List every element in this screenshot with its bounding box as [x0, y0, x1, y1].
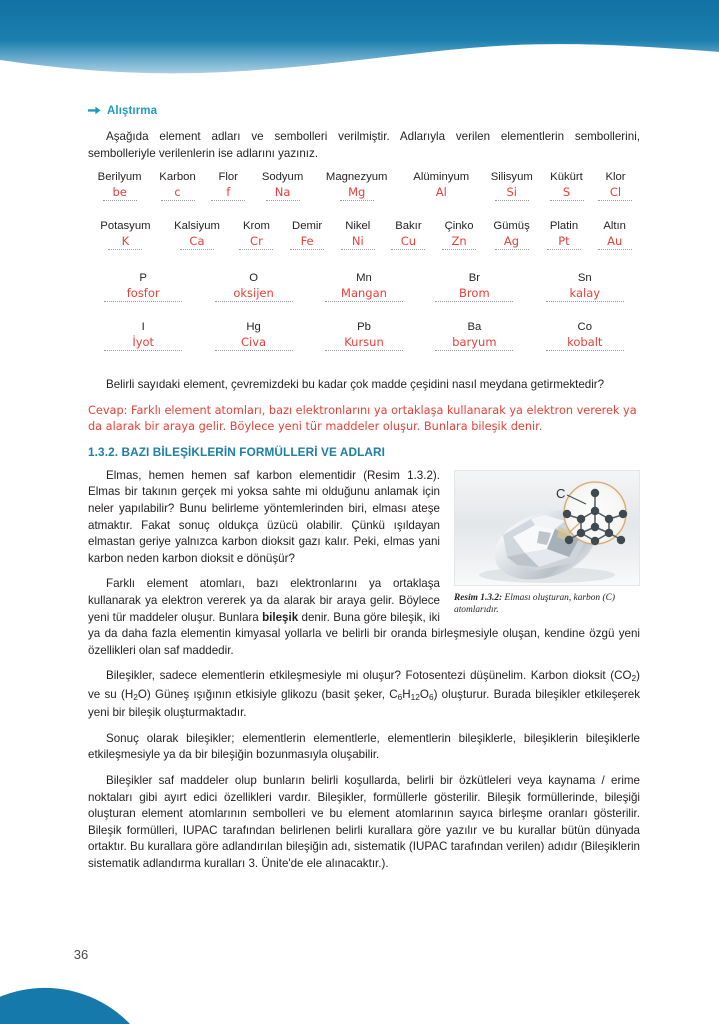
table-row [88, 333, 640, 351]
exercise-heading [88, 102, 640, 120]
element-name: Magnezyum [325, 171, 388, 184]
table-row [88, 209, 640, 232]
discussion-answer: Cevap: Farklı element atomları, bazı elektronlarını ya ortaklaşa kullanarak ya elektron vererek ya da alarak bir araya gelir. Böylece yeni tür maddeler oluşur. Bunlara bileşik denir. [88, 403, 637, 433]
exercise-label: Alıştırma [107, 105, 158, 117]
answer-blank[interactable]: f [211, 185, 245, 201]
p3-sub-5: 6 [428, 691, 434, 702]
table-row [88, 183, 640, 201]
element-name: Çinko [444, 220, 474, 233]
answer-blank[interactable]: Na [266, 185, 300, 201]
paragraph-formulas: Bileşikler saf maddeler olup bunların belirli koşullarda, belirli bir özkütleleri veya kaynama / erime noktaları gibi ayırt edici özellikleri vardır. Bileşikler, formüllerle gösterilir. Bileşik formüllerinde, bileşiği oluşturan element atomlarının sembolleri ve bu element atomlarının sayıca birleşme oranları gösterilir. Bileşik formülleri, IUPAC tarafından belirlenen belirli kurallara göre yazılır ve bu kurallar bütün dünyada ortaktır. Bu kurallara göre adlandırılan bileşiğin adı, sistematik (IUPAC tarafından verilen) adıdır (Bileşiklerin sistematik adlandırma kuralları 3. Ünite'de ele alınacaktır.). [88, 773, 640, 870]
element-name: Sodyum [261, 171, 304, 184]
answer-blank[interactable]: Cu [391, 234, 425, 250]
exercise-table-symbols-row2 [88, 310, 640, 351]
figure-caption-number: Resim 1.3.2: [454, 592, 503, 603]
answer-blank[interactable]: Mangan [325, 286, 403, 302]
element-name: Nikel [345, 220, 371, 233]
page-number: 36 [66, 939, 96, 969]
element-name: Kalsiyum [174, 220, 220, 233]
p3-part-b: ) ve su (H [88, 669, 640, 701]
discussion-question: Belirli sayıdaki element, çevremizdeki bu kadar çok madde çeşidini nasıl meydana getirmektedir? [106, 378, 605, 392]
p3-sub-1: 2 [631, 673, 637, 684]
element-symbol: Pb [357, 321, 371, 334]
paragraph-diamond: Elmas, hemen hemen saf karbon elementidir (Resim 1.3.2). Elmas bir takının gerçek mi yoksa sahte mi olduğunu anlamak için neler yapılabilir? Bunu belirleme yöntemlerinden biri, elması ateşe atmaktır. Fakat sonuç oldukça üzücü olabilir. Çünkü ışıldayan elmastan geriye yalnızca karbon dioksit gazı kalır. Peki, elmas yani karbon neden karbon dioksit e dönüşür? [88, 468, 440, 565]
diamond-carbon-lattice-image [454, 470, 640, 586]
element-name: Berilyum [97, 171, 142, 184]
p3-sub-4: 12 [410, 691, 420, 702]
table-row [88, 284, 640, 302]
answer-blank[interactable]: S [550, 185, 584, 201]
p3-part-a: Bileşikler, sadece elementlerin etkileşmesiyle mi oluşur? Fotosentezi düşünelim. Karbon dioksit (CO [106, 669, 632, 683]
answer-blank[interactable]: Si [495, 185, 529, 201]
answer-blank[interactable]: Zn [442, 234, 476, 250]
element-symbol: Hg [246, 321, 261, 334]
element-symbol: I [141, 321, 145, 334]
page-footer-decoration [0, 928, 190, 1024]
table-row [88, 171, 640, 183]
table-row [88, 310, 640, 333]
answer-blank[interactable]: Ag [495, 234, 529, 250]
element-symbol: Co [577, 321, 592, 334]
arrow-right-icon [88, 102, 101, 120]
element-name: Karbon [159, 171, 196, 184]
exercise-table-symbols-row1 [88, 258, 640, 302]
answer-blank[interactable]: İyot [104, 335, 182, 351]
p3-part-d: H [402, 687, 411, 701]
paragraph-photosynthesis [88, 668, 640, 721]
section-heading: 1.3.2. BAZI BİLEŞİKLERİN FORMÜLLERİ VE ADLARI [88, 444, 386, 459]
exercise-table-names-row2 [88, 209, 640, 250]
answer-blank[interactable]: Brom [435, 286, 513, 302]
answer-blank[interactable]: K [108, 234, 142, 250]
answer-blank[interactable]: Al [435, 185, 447, 200]
paragraph-formation: Sonuç olarak bileşikler; elementlerin elementlerle, elementlerin bileşiklerle, bileşiklerin bileşiklerle etkileşmesiyle ya da bir bileşiğin bozunmasıyla oluşabilir. [88, 731, 640, 762]
answer-blank[interactable]: c [161, 185, 195, 201]
page-header-decoration [0, 0, 719, 96]
element-name: Potasyum [100, 220, 151, 233]
table-row [88, 232, 640, 250]
answer-blank[interactable]: Pt [547, 234, 581, 250]
answer-blank[interactable]: Ni [341, 234, 375, 250]
answer-blank[interactable]: Au [598, 234, 632, 250]
answer-blank[interactable]: Fe [290, 234, 324, 250]
element-name: Demir [292, 220, 323, 233]
answer-blank[interactable]: Ca [180, 234, 214, 250]
element-name: Altın [603, 220, 626, 233]
element-name: Flor [218, 171, 238, 184]
p3-part-e: O [419, 687, 429, 701]
answer-blank[interactable]: baryum [435, 335, 513, 351]
answer-blank[interactable]: Kursun [325, 335, 403, 351]
element-symbol: Sn [577, 272, 592, 285]
callout-label-c: C [556, 485, 566, 501]
element-symbol: P [139, 272, 147, 285]
element-name: Bakır [395, 220, 422, 233]
element-symbol: Mn [356, 272, 372, 285]
p2-part-b: denir. Buna göre bileşik, iki ya da daha fazla elementin kimyasal yollarla ve belirli bir oranda birleşmesiyle oluşan, kendine özgü yeni özellikleri olan saf maddedir. [88, 610, 640, 657]
answer-blank[interactable]: fosfor [104, 286, 182, 302]
element-name: Alüminyum [413, 171, 470, 184]
figure-resim-1-3-2 [454, 470, 640, 617]
answer-blank[interactable]: oksijen [215, 286, 293, 302]
answer-blank[interactable]: Mg [340, 185, 374, 201]
p2-part-a: Farklı element atomları, bazı elektronlarını ya ortaklaşa kullanarak ya elektron vererek ya da alarak bir araya gelir. Böylece yeni tür maddeler oluşur. Bunlara [88, 577, 440, 624]
answer-blank[interactable]: Cr [239, 234, 273, 250]
answer-blank[interactable]: Cl [598, 185, 632, 201]
table-row [88, 258, 640, 284]
element-name: Platin [549, 220, 579, 233]
p3-sub-2: 2 [133, 691, 138, 702]
answer-blank[interactable]: be [103, 185, 137, 201]
element-name: Kükürt [550, 171, 583, 184]
element-name: Gümüş [493, 220, 530, 233]
exercise-table-names-row1 [88, 171, 640, 201]
figure-caption [454, 592, 640, 617]
p3-part-f: ) oluşturur. Burada bileşikler etkileşerek yeni bir bileşik oluşturmaktadır. [88, 687, 641, 720]
p3-sub-3: 6 [397, 691, 403, 702]
element-name: Silisyum [490, 171, 533, 184]
element-symbol: O [249, 272, 258, 285]
answer-blank[interactable]: kobalt [546, 335, 624, 351]
page-content [88, 96, 640, 882]
element-name: Krom [242, 220, 270, 233]
answer-blank[interactable]: kalay [546, 286, 624, 302]
figure-caption-text: Elması oluşturan, karbon (C) atomlarıdır. [454, 592, 615, 616]
element-symbol: Br [468, 272, 481, 285]
p3-part-c: O) Güneş ışığının etkisiyle glikozu (basit şeker, C [137, 687, 398, 701]
element-name: Klor [605, 171, 626, 184]
exercise-instructions: Aşağıda element adları ve sembolleri verilmiştir. Adlarıyla verilen elementlerin sembollerini, sembolleriyle verilenlerin ise adlarını yazınız. [88, 130, 640, 160]
p2-bold-term: bileşik [262, 610, 299, 624]
answer-blank[interactable]: Civa [215, 335, 293, 351]
element-symbol: Ba [467, 321, 482, 334]
